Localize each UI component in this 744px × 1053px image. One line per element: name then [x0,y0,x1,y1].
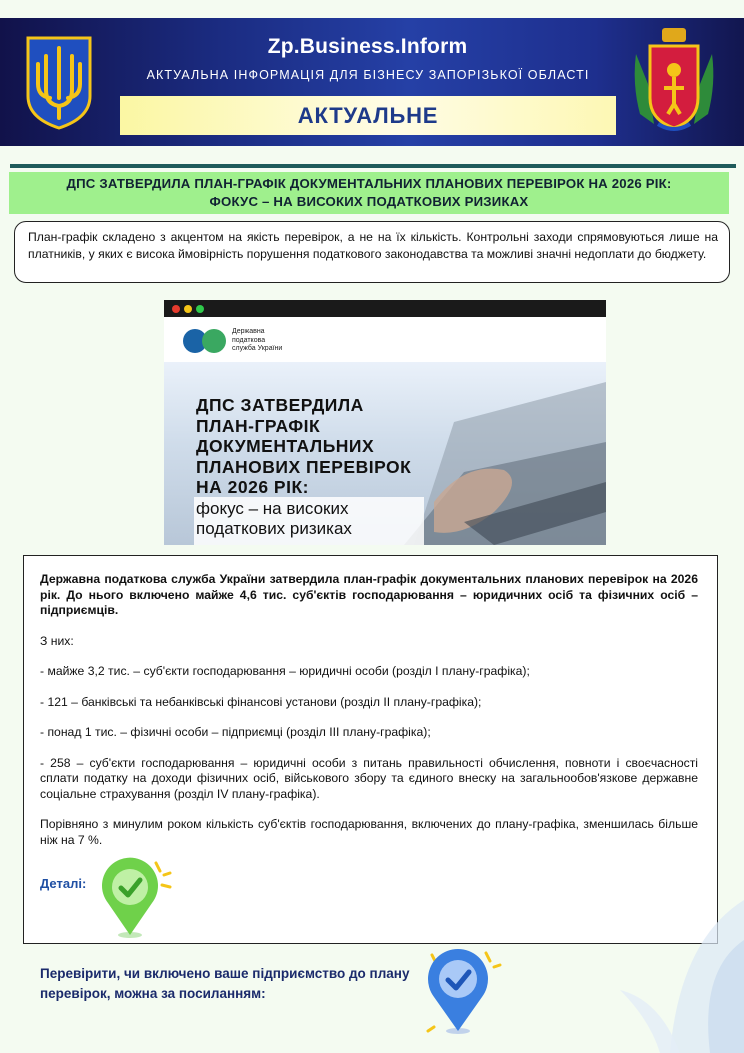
promo-image [164,300,606,545]
site-subtitle: АКТУАЛЬНА ІНФОРМАЦІЯ ДЛЯ БІЗНЕСУ ЗАПОРІЗЬКОЇ ОБЛАСТІ [146,68,590,82]
cta-text: Перевірити, чи включено ваше підприємство до плану перевірок, можна за посиланням: [40,966,410,1001]
comparison-paragraph: Порівняно з минулим роком кількість суб'єктів господарювання, включених до плану-графіка, зменшилась більше ніж на 7 %. [40,817,698,847]
window-dot-red-icon [172,305,180,313]
of-them-label: З них: [40,633,74,648]
headline-banner [9,172,729,214]
window-dot-green-icon [196,305,204,313]
ukraine-trident-icon [24,34,94,130]
decorative-leaves-icon [560,880,744,1053]
tax-service-logo-icon [183,329,227,353]
window-dot-yellow-icon [184,305,192,313]
list-item: - 258 – суб'єкти господарювання – юридичні особи з питань правильності обчислення, повноти і своєчасності сплати податку на доходи фізичних осіб, військового збору та єдиного внеску на загальнообов'язкове державне соціальне страхування (розділ IV плану-графіка). [40,755,698,801]
list-item: - 121 – банківські та небанківські фінансові установи (розділ ІІ плану-графіка); [40,694,482,709]
list-item: - майже 3,2 тис. – суб'єкти господарювання – юридичні особи (розділ І плану-графіка); [40,664,530,678]
tax-service-name: Державна податкова служба України [232,328,283,352]
promo-subtitle: фокус – на високих податкових ризиках [194,497,424,545]
section-label: АКТУАЛЬНЕ [297,102,439,128]
green-check-pin-icon[interactable] [96,857,174,941]
divider-rule [10,164,736,168]
window-bar [164,300,606,317]
tax-service-logo [183,328,282,354]
lead-paragraph: План-графік складено з акцентом на якість перевірок, а не на їх кількість. Контрольні заходи спрямовуються лише на платників, у яких є висока ймовірність порушення податкового законодавства та можливі значні недоплати до бюджету. [14,221,730,283]
zaporizhzhia-oblast-coat-of-arms-icon [628,24,720,136]
blue-check-pin-icon[interactable] [420,947,502,1037]
site-title: Zp.Business.Inform [267,35,468,58]
intro-paragraph: Державна податкова служба України затвердила план-графік документальних планових перевірок на 2026 рік. До нього включено майже 4,6 тис. суб'єктів господарювання – юридичних осіб та фізичних осіб – підприємців. [40,572,698,617]
header-banner [0,18,744,146]
section-label-box [120,96,616,135]
list-item: - понад 1 тис. – фізичні особи – підприємці (розділ ІІІ плану-графіка); [40,725,431,739]
promo-title: ДПС ЗАТВЕРДИЛА ПЛАН-ГРАФІК ДОКУМЕНТАЛЬНИХ ПЛАНОВИХ ПЕРЕВІРОК НА 2026 РІК: [196,395,412,497]
headline-text: ДПС ЗАТВЕРДИЛА ПЛАН-ГРАФІК ДОКУМЕНТАЛЬНИХ ПЛАНОВИХ ПЕРЕВІРОК НА 2026 РІК: ФОКУС – НА ВИСОКИХ ПОДАТКОВИХ РИЗИКАХ [66,176,672,209]
details-label: Деталі: [40,876,87,891]
